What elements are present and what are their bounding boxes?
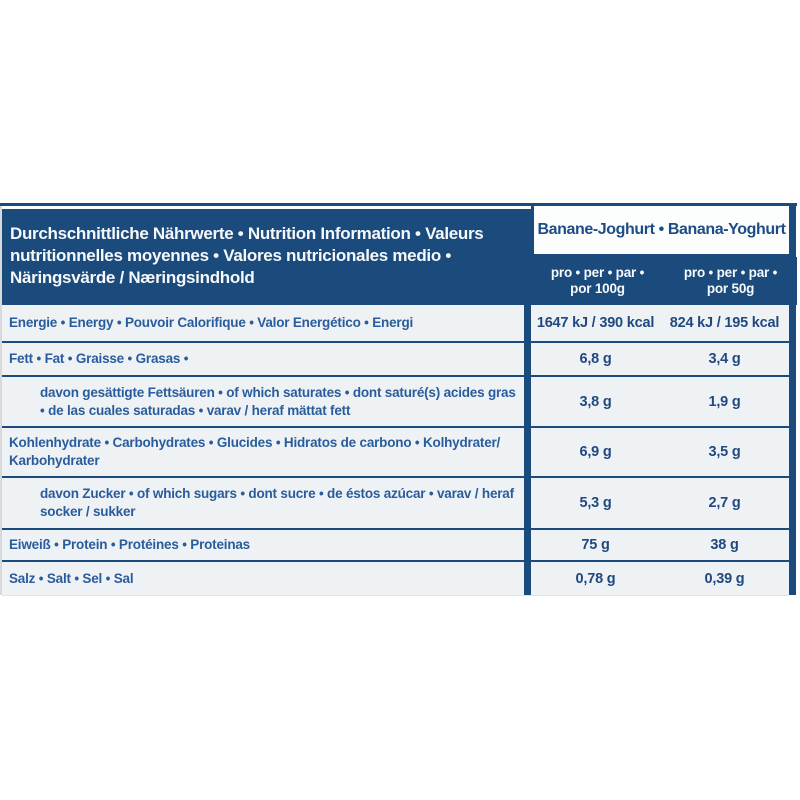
value-per-100g: 75 g — [581, 537, 610, 553]
column-divider-bar — [524, 377, 531, 428]
value-per-50g: 824 kJ / 195 kcal — [669, 315, 780, 331]
table-row-saturates — [2, 377, 789, 428]
table-row-fat — [2, 343, 789, 377]
value-per-100g: 3,8 g — [579, 393, 612, 410]
table-row-protein — [2, 530, 789, 562]
value-cells — [531, 562, 789, 595]
table-body — [2, 305, 789, 595]
value-cells — [531, 343, 789, 377]
value-per-100g: 6,9 g — [579, 444, 612, 460]
value-per-100g: 5,3 g — [579, 495, 612, 511]
col-header-per-100g-line1: pro • per • par • — [550, 264, 645, 280]
col-header-per-100g-line2: por 100g — [570, 281, 625, 296]
column-divider-bar — [524, 305, 531, 343]
column-divider-bar — [524, 562, 531, 595]
unit-header-row — [531, 257, 797, 305]
value-per-50g: 3,5 g — [708, 444, 741, 460]
column-divider-bar — [524, 530, 531, 562]
value-cells — [531, 377, 789, 428]
col-header-per-50g-line1: pro • per • par • — [683, 264, 778, 280]
value-cells — [531, 530, 789, 562]
col-header-per-50g — [664, 257, 797, 305]
nutrient-label: Kohlenhydrate • Carbohydrates • Glucides • Hidratos de carbono • Kolhydrater/ Karbohydrater — [2, 428, 524, 478]
table-row-carbohydrates — [2, 428, 789, 478]
value-cells — [531, 428, 789, 478]
table-row-sugars — [2, 478, 789, 530]
value-per-50g: 38 g — [710, 537, 739, 553]
nutrient-label: Energie • Energy • Pouvoir Calorifique • Valor Energético • Energi — [2, 305, 524, 343]
table-title: Durchschnittliche Nährwerte • Nutrition Information • Valeurs nutritionnelles moyennes • Valores nutricionales medio • Näringsvärde / Næringsindhold — [10, 223, 484, 288]
value-cells — [531, 305, 789, 343]
nutrient-label: Fett • Fat • Graisse • Grasas • — [2, 343, 524, 377]
value-per-50g: 3,4 g — [708, 351, 741, 367]
table-title-cell — [2, 209, 531, 305]
nutrient-label: Eiweiß • Protein • Protéines • Proteinas — [2, 530, 524, 562]
product-name: Banane-Joghurt • Banana-Yoghurt — [537, 221, 786, 238]
value-per-100g: 6,8 g — [579, 351, 612, 367]
nutrient-label: Salz • Salt • Sel • Sal — [9, 570, 134, 586]
product-header-cell — [531, 206, 789, 257]
value-per-100g: 0,78 g — [575, 570, 616, 587]
nutrition-table — [0, 203, 797, 595]
value-per-50g: 1,9 g — [708, 393, 741, 410]
column-divider-bar — [524, 478, 531, 530]
column-divider-bar — [524, 343, 531, 377]
value-cells — [531, 478, 789, 530]
nutrient-label: davon Zucker • of which sugars • dont sucre • de éstos azúcar • varav / heraf socker / sukker — [2, 478, 524, 530]
value-per-50g: 2,7 g — [708, 495, 741, 511]
col-header-per-100g — [531, 257, 664, 305]
column-divider-bar — [524, 428, 531, 478]
col-header-per-50g-line2: por 50g — [706, 281, 755, 296]
value-per-100g: 1647 kJ / 390 kcal — [536, 315, 655, 331]
nutrient-label: davon gesättigte Fettsäuren • of which saturates • dont saturé(s) acides gras • de las cuales saturadas • varav / heraf mättat fett — [2, 377, 524, 428]
table-row-energy — [2, 305, 789, 343]
value-per-50g: 0,39 g — [704, 570, 745, 587]
table-row-salt — [2, 562, 789, 595]
table-right-border — [789, 206, 796, 595]
